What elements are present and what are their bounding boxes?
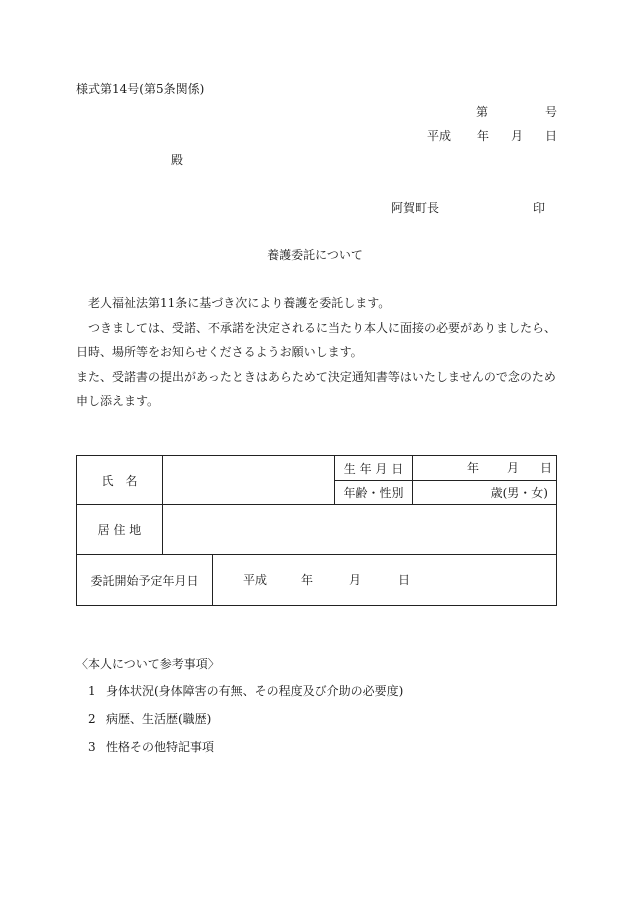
body-text (76, 291, 566, 414)
body-line: つきましては、受諾、不承諾を決定されるに当たり本人に面接の必要がありましたら、 (76, 320, 557, 335)
date-year: 年 (477, 129, 490, 143)
addressee-honorific: 殿 (171, 153, 184, 167)
address-input-cell[interactable] (163, 505, 557, 555)
form-number: 様式第14号(第5条関係) (76, 82, 205, 96)
dob-label: 生 年 月 日 (343, 461, 404, 476)
start-year: 年 (301, 573, 314, 587)
dob-month: 月 (507, 461, 520, 475)
dob-value-cell[interactable] (413, 456, 557, 481)
age-sex-value: 歳(男・女) (490, 486, 548, 500)
dob-day: 日 (540, 461, 553, 475)
age-sex-label: 年齢・性別 (343, 486, 404, 500)
dob-label-cell (335, 456, 413, 481)
address-label: 居 住 地 (97, 523, 142, 537)
body-line: 日時、場所等をお知らせくださるようお願いします。 (76, 345, 363, 359)
body-line: 申し添えます。 (76, 394, 160, 408)
reference-item-number: 1 (88, 684, 96, 698)
document-title: 養護委託について (267, 248, 363, 262)
start-era: 平成 (243, 573, 268, 587)
start-month: 月 (349, 573, 362, 587)
body-line: 老人福祉法第11条に基づき次により養護を委託します。 (76, 296, 391, 310)
doc-number-suffix: 号 (545, 105, 558, 119)
start-date-label: 委託開始予定年月日 (90, 573, 199, 588)
sender-name: 阿賀町長 (391, 201, 440, 215)
doc-number-prefix: 第 (476, 105, 489, 119)
reference-item-number: 2 (88, 712, 96, 726)
name-input-cell[interactable] (163, 456, 335, 505)
name-label: 氏 名 (101, 473, 138, 488)
reference-heading: 〈本人について参考事項〉 (76, 657, 220, 671)
address-label-cell (77, 505, 163, 555)
age-sex-label-cell (335, 481, 413, 505)
body-line: また、受諾書の提出があったときはあらためて決定通知書等はいたしませんので念のため (76, 369, 556, 384)
dob-year: 年 (467, 461, 480, 475)
start-day: 日 (398, 573, 411, 587)
reference-item-text: 病歴、生活歴(職歴) (106, 712, 212, 726)
reference-item-text: 身体状況(身体障害の有無、その程度及び介助の必要度) (106, 684, 404, 698)
name-label-cell (77, 456, 163, 505)
age-sex-value-cell[interactable] (413, 481, 557, 505)
seal-mark: 印 (533, 201, 546, 215)
info-table (76, 455, 557, 606)
date-era: 平成 (427, 129, 452, 143)
start-date-label-cell (77, 555, 213, 606)
start-date-value-cell[interactable] (213, 555, 557, 606)
reference-item-number: 3 (88, 740, 96, 754)
date-month: 月 (511, 129, 524, 143)
date-day: 日 (545, 129, 558, 143)
reference-item-text: 性格その他特記事項 (106, 740, 215, 754)
